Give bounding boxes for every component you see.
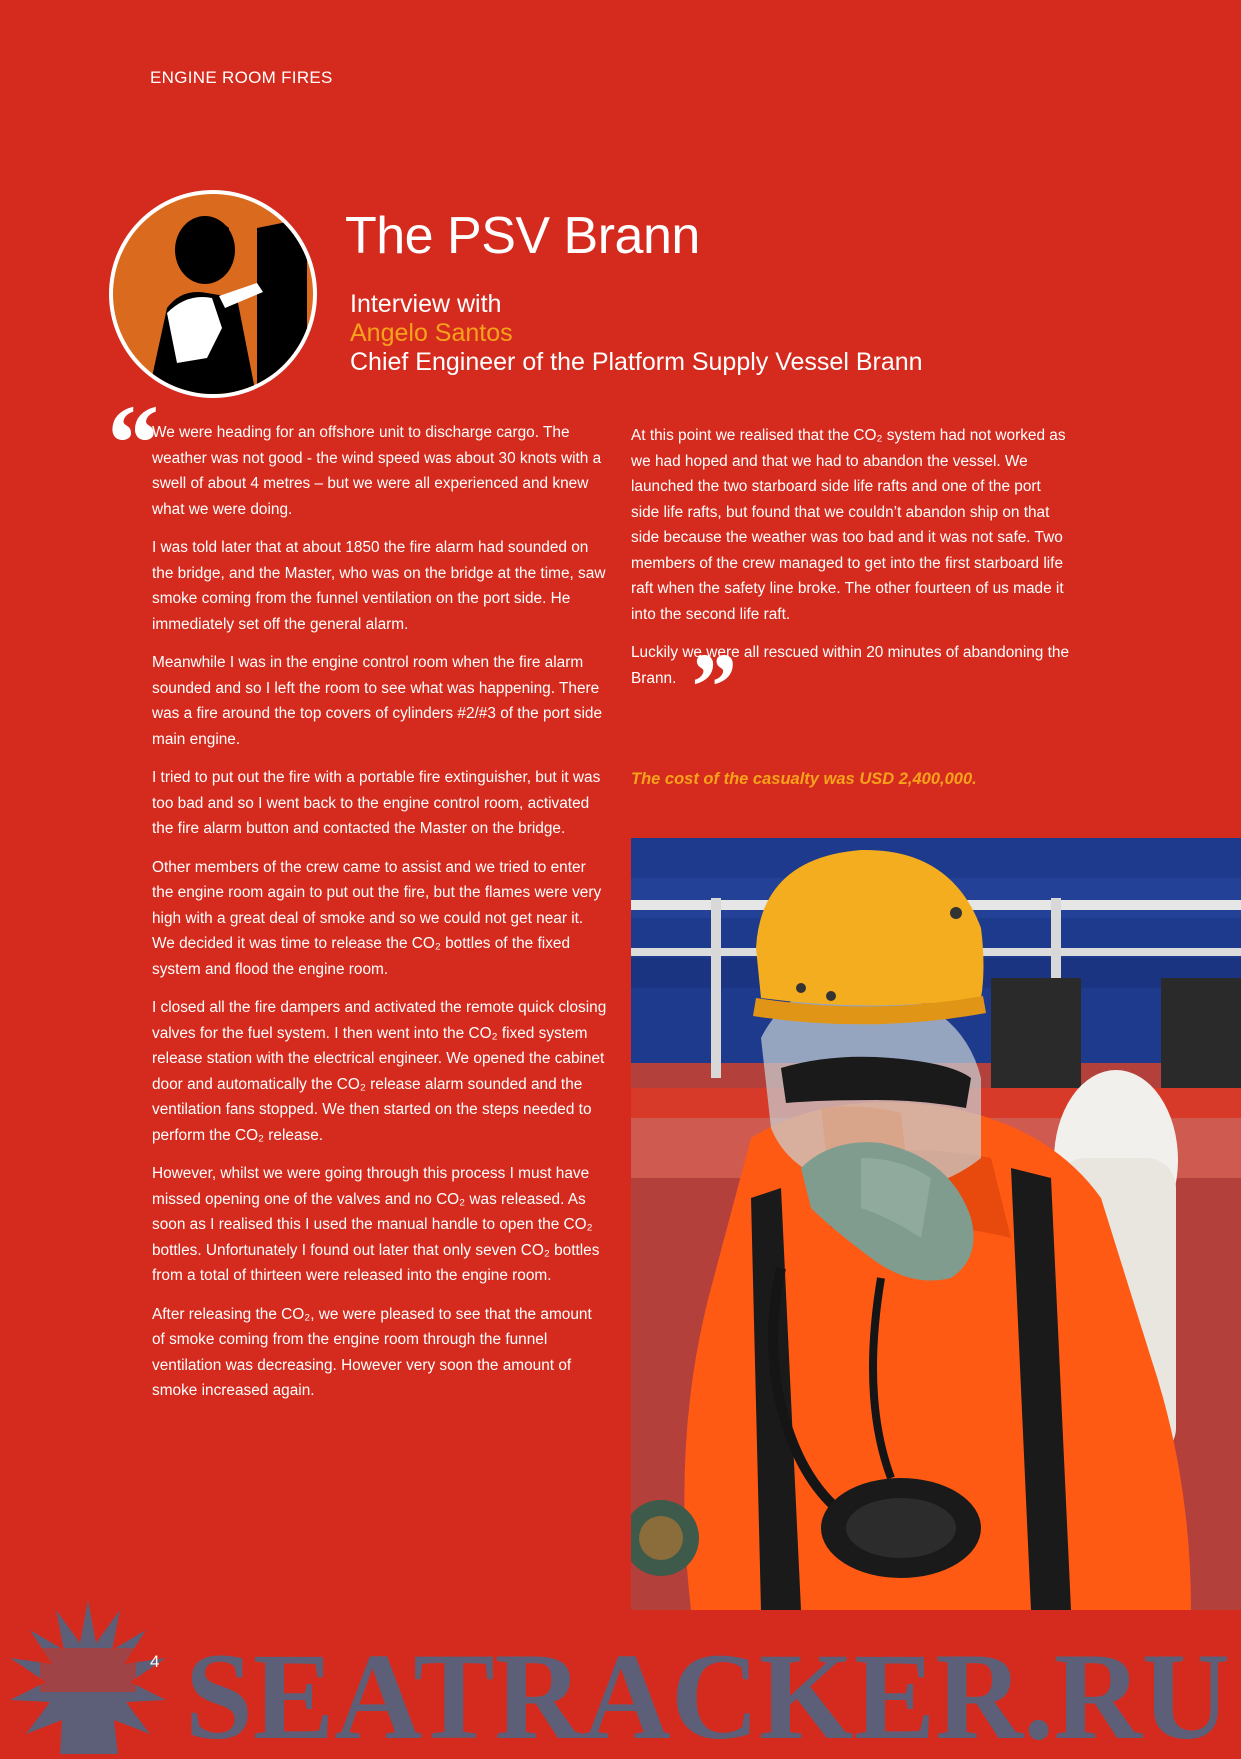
paragraph: I closed all the fire dampers and activated the remote quick closing valves for the fuel system. I then went into the CO₂ fixed system release station with the electrical engineer. We opened the cabinet door and automatically the CO₂ release alarm sounded and the ventilation fans stopped. We then started on the steps needed to perform the CO₂ release.: [152, 999, 607, 1144]
watermark-text: SEATRACKER.RU: [185, 1628, 1230, 1754]
paragraph: Meanwhile I was in the engine control room when the fire alarm sounded and so I left the room to see what was happening. There was a fire around the top covers of cylinders #2/#3 of the port side main engine.: [152, 654, 603, 748]
paragraph: Other members of the crew came to assist and we tried to enter the engine room again to put out the fire, but the flames were very high with a great deal of smoke and so we could not get near it. We decided it was time to release the CO₂ bottles of the fixed system and flood the engine room.: [152, 858, 602, 978]
page-number: 4: [150, 1652, 160, 1671]
cost-statement: The cost of the casualty was USD 2,400,000.: [631, 770, 977, 788]
interviewee-role: Chief Engineer of the Platform Supply Vessel Brann: [350, 348, 923, 376]
open-quote-mark: “: [102, 382, 157, 504]
paragraph: I tried to put out the fire with a portable fire extinguisher, but it was too bad and so I went back to the engine control room, activated the fire alarm button and contacted the Master on the bridge.: [152, 769, 601, 837]
paragraph: After releasing the CO₂, we were pleased to see that the amount of smoke coming from the engine room through the funnel ventilation was decreasing. However very soon the amount of smoke increased again.: [152, 1305, 592, 1399]
left-column: [152, 420, 608, 1417]
interview-prefix: Interview with: [350, 290, 502, 318]
firefighter-photo: [631, 838, 1241, 1610]
article-subtitle: [350, 290, 923, 377]
paragraph: However, whilst we were going through this process I must have missed opening one of the valves and no CO₂ was released. As soon as I realised this I used the manual handle to open the CO₂ bottles. Unfortunately I found out later that only seven CO₂ bottles from a total of thirteen were released into the engine room.: [152, 1165, 600, 1284]
watermark: [0, 1588, 1241, 1754]
paragraph: At this point we realised that the CO₂ system had not worked as we had hoped and that we had to abandon the vessel. We launched the two starboard side life rafts and one of the port side life rafts, but found that we couldn’t abandon ship on that side because the weather was too bad and it was not safe. Two members of the crew managed to get into the first starboard life raft when the safety line broke. The other fourteen of us made it into the second life raft.: [631, 427, 1066, 623]
article-title: The PSV Brann: [345, 207, 700, 265]
right-column: [631, 423, 1071, 740]
section-label: ENGINE ROOM FIRES: [150, 68, 333, 87]
interviewee-avatar: [107, 188, 319, 400]
interviewee-name: Angelo Santos: [350, 319, 513, 347]
paragraph: We were heading for an offshore unit to discharge cargo. The weather was not good - the wind speed was about 30 knots with a swell of about 4 metres – but we were all experienced and knew what we were doing.: [152, 424, 602, 518]
final-paragraph-text: Luckily we were all rescued within 20 minutes of abandoning the Brann.: [631, 644, 1070, 687]
close-quote-mark: ”: [686, 632, 735, 740]
final-paragraph: [631, 632, 1071, 740]
paragraph: I was told later that at about 1850 the fire alarm had sounded on the bridge, and the Master, who was on the bridge at the time, saw smoke coming from the funnel ventilation on the port side. He immediately set off the general alarm.: [152, 539, 606, 633]
